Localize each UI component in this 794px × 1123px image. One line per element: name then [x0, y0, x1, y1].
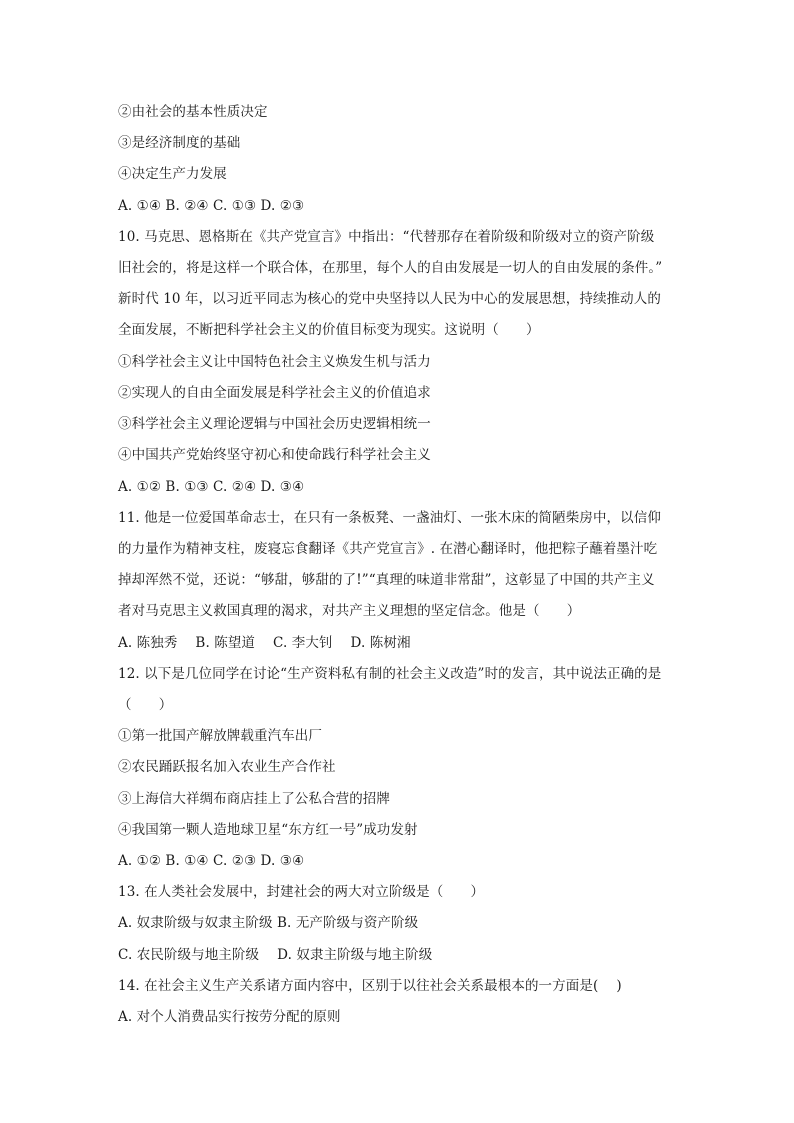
question-11-stem: 11. 他是一位爱国革命志士，在只有一条板凳、一盏油灯、一张木床的简陋柴房中，以信仰 — [118, 510, 661, 526]
answer-options: A. ①④ B. ②④ C. ①③ D. ②③ — [118, 198, 305, 214]
statement-item: ④中国共产党始终坚守初心和使命践行科学社会主义 — [118, 447, 431, 463]
statement-item: ①第一批国产解放牌载重汽车出厂 — [118, 728, 322, 744]
answer-options: A. ①② B. ①③ C. ②④ D. ③④ — [118, 479, 305, 495]
question-11-stem: 掉却浑然不觉，还说：“够甜，够甜的了!”“真理的味道非常甜”，这彰显了中国的共产主义 — [118, 572, 655, 588]
text-line: ②由社会的基本性质决定 — [118, 104, 268, 120]
answer-options: A. 陈独秀 B. 陈望道 C. 李大钊 D. 陈树湘 — [118, 635, 411, 651]
question-10-stem: 全面发展，不断把科学社会主义的价值目标变为现实。这说明（ ） — [118, 322, 540, 338]
answer-options: A. ①② B. ①④ C. ②③ D. ③④ — [118, 853, 305, 869]
statement-item: ②实现人的自由全面发展是科学社会主义的价值追求 — [118, 385, 431, 401]
answer-options: A. 奴隶阶级与奴隶主阶级 B. 无产阶级与资产阶级 — [118, 915, 419, 931]
statement-item: ③科学社会主义理论逻辑与中国社会历史逻辑相统一 — [118, 416, 431, 432]
answer-options: A. 对个人消费品实行按劳分配的原则 — [118, 1009, 341, 1025]
text-line: ③是经济制度的基础 — [118, 135, 241, 151]
question-13-stem: 13. 在人类社会发展中，封建社会的两大对立阶级是（ ） — [118, 884, 485, 900]
question-14-stem: 14. 在社会主义生产关系诸方面内容中，区别于以往社会关系最根本的一方面是( ) — [118, 978, 622, 994]
question-10-stem: 新时代 10 年，以习近平同志为核心的党中央坚持以人民为中心的发展思想，持续推动人的 — [118, 291, 661, 307]
question-12-stem: （ ） — [118, 697, 173, 713]
question-11-stem: 者对马克思主义救国真理的渴求，对共产主义理想的坚定信念。他是（ ） — [118, 603, 581, 619]
question-10-stem: 10. 马克思、恩格斯在《共产党宣言》中指出：“代替那存在着阶级和阶级对立的资产阶级 — [118, 229, 655, 245]
question-10-stem: 旧社会的，将是这样一个联合体，在那里，每个人的自由发展是一切人的自由发展的条件。” — [118, 260, 663, 276]
statement-item: ④我国第一颗人造地球卫星“东方红一号”成功发射 — [118, 822, 418, 838]
statement-item: ③上海信大祥绸布商店挂上了公私合营的招牌 — [118, 791, 390, 807]
question-11-stem: 的力量作为精神支柱，废寝忘食翻译《共产党宣言》. 在潜心翻译时，他把粽子蘸着墨汁吃 — [118, 541, 658, 557]
answer-options: C. 农民阶级与地主阶级 D. 奴隶主阶级与地主阶级 — [118, 947, 433, 963]
text-line: ④决定生产力发展 — [118, 166, 227, 182]
statement-item: ①科学社会主义让中国特色社会主义焕发生机与活力 — [118, 354, 431, 370]
question-12-stem: 12. 以下是几位同学在讨论“生产资料私有制的社会主义改造”时的发言，其中说法正确的是 — [118, 666, 662, 682]
statement-item: ②农民踊跃报名加入农业生产合作社 — [118, 759, 336, 775]
